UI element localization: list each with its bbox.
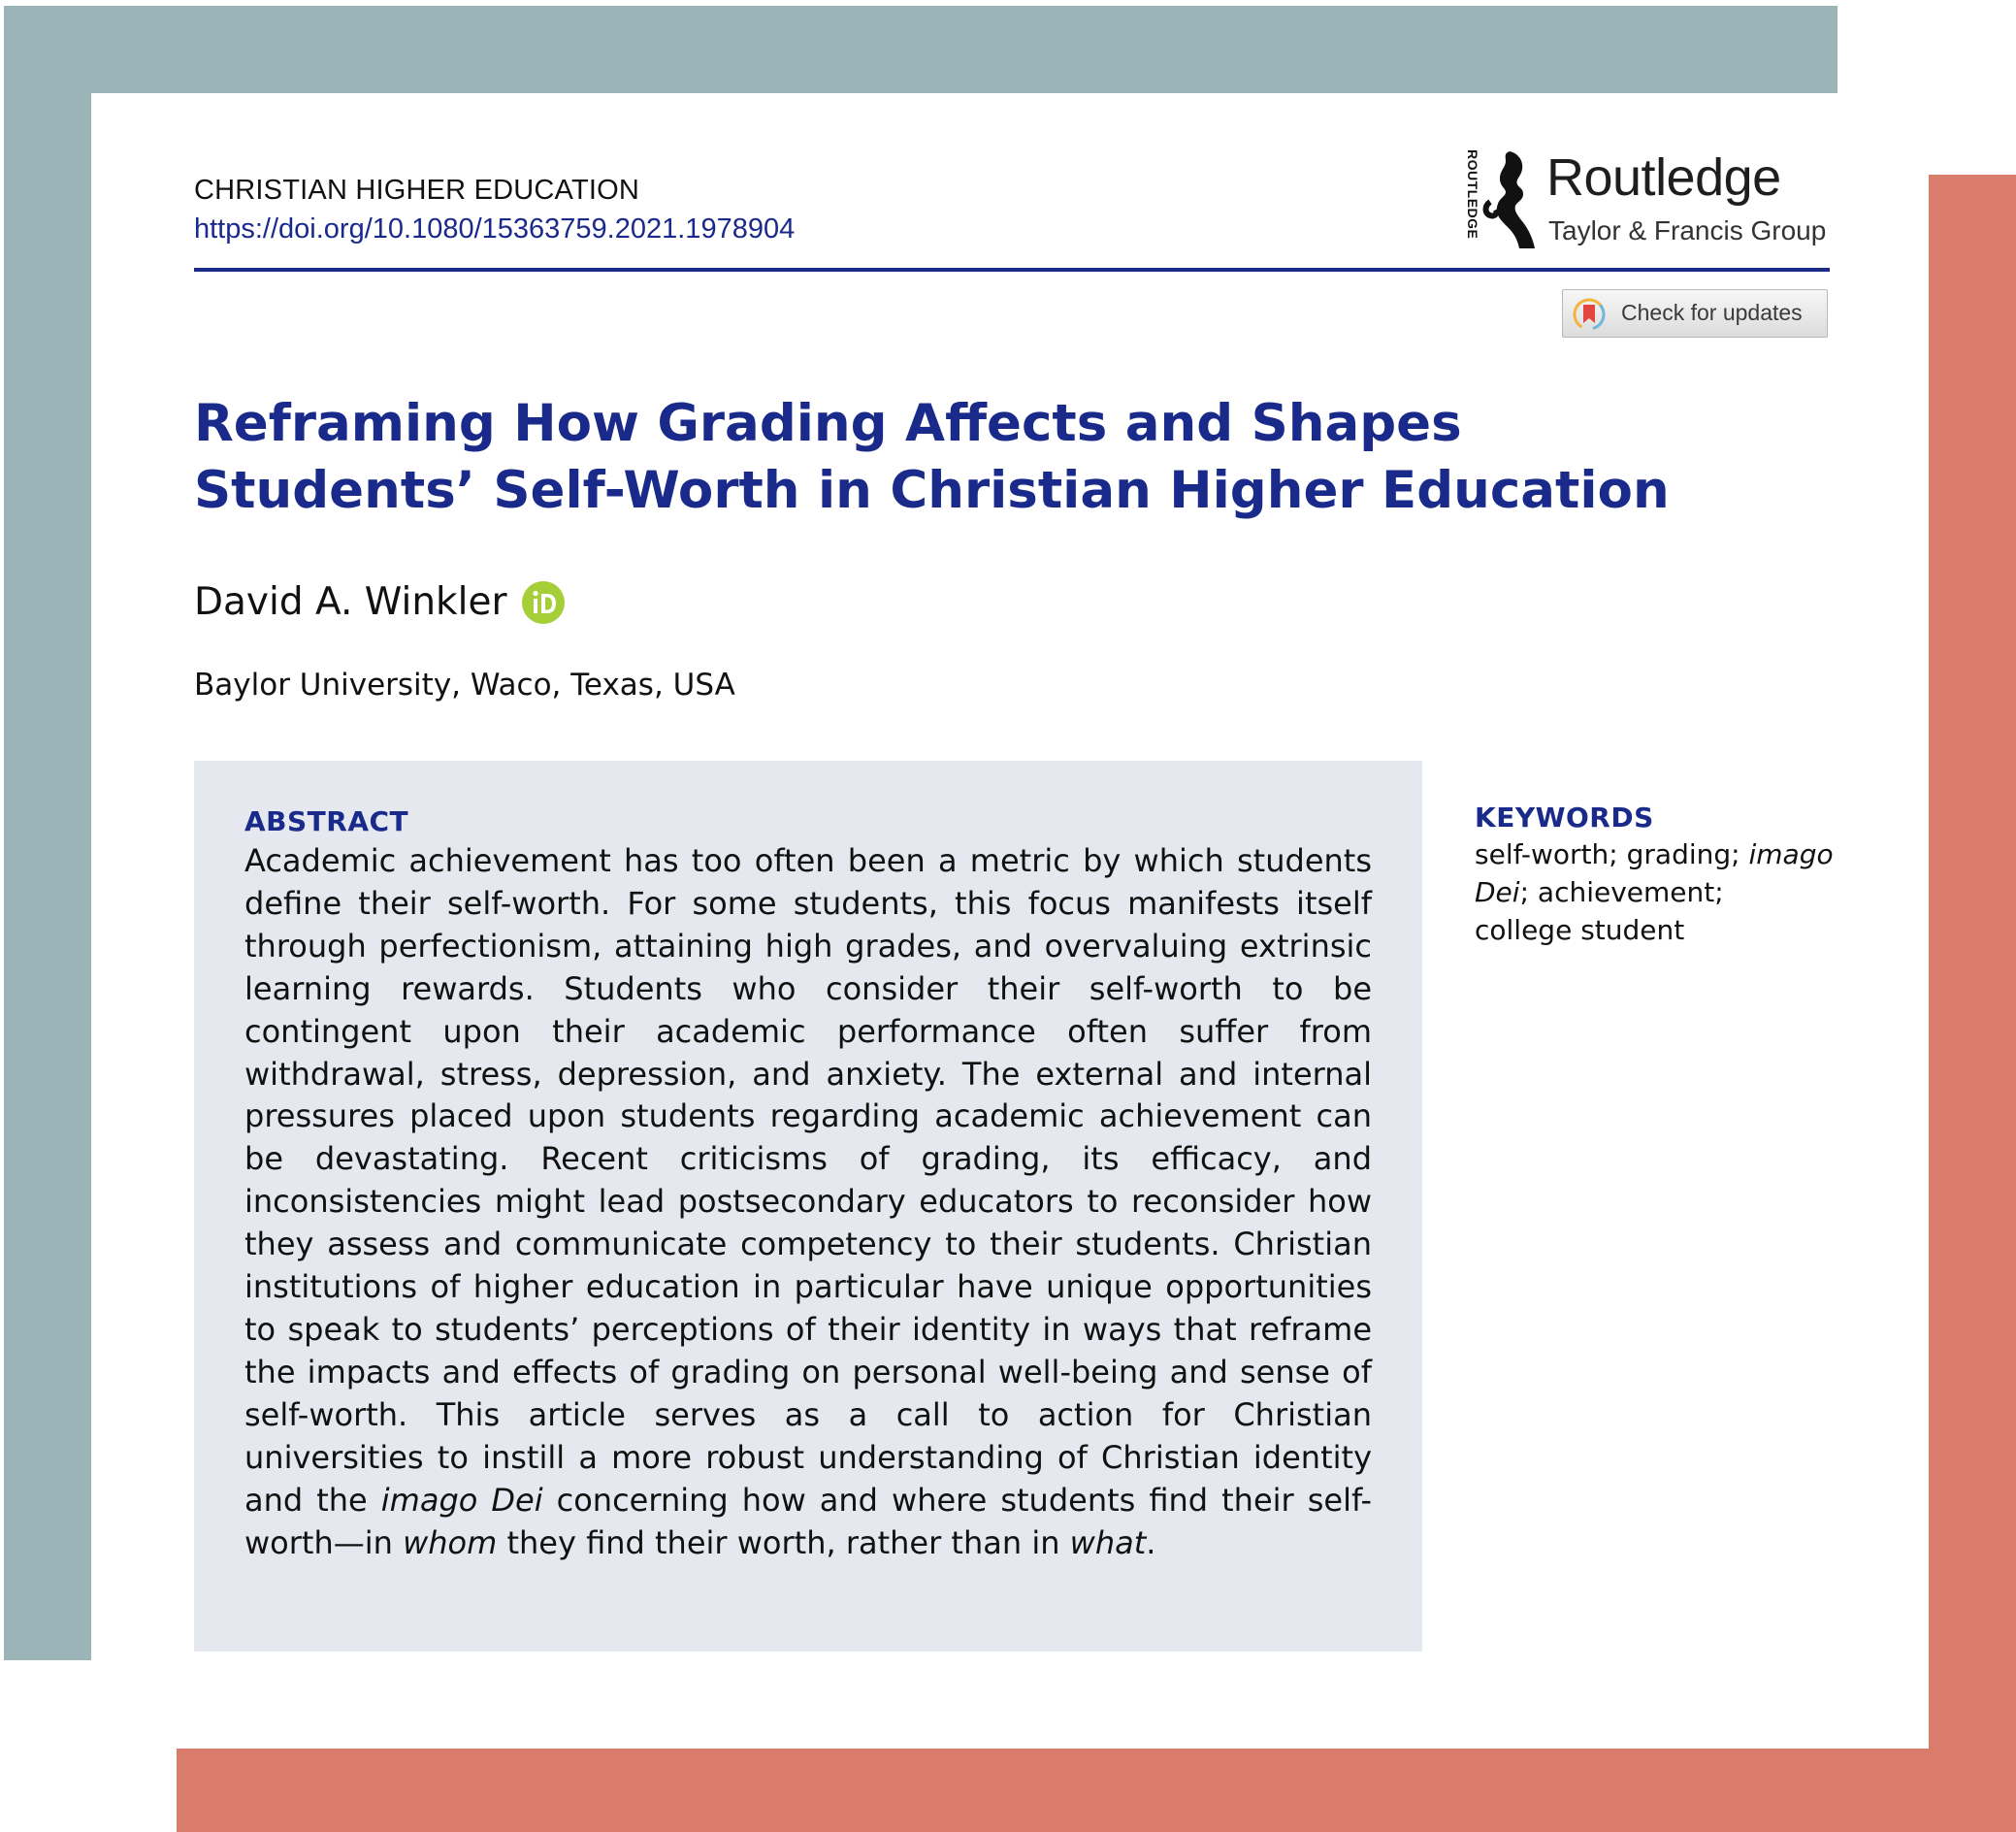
routledge-mark-icon — [1480, 146, 1535, 252]
article-page — [91, 93, 1929, 1749]
check-for-updates-button[interactable] — [1562, 289, 1828, 338]
check-for-updates-label: Check for updates — [1621, 300, 1803, 325]
author-affiliation: Baylor University, Waco, Texas, USA — [194, 668, 735, 703]
author-name: David A. Winkler — [194, 580, 507, 624]
abstract-what: what — [1069, 1523, 1147, 1561]
abstract-heading: ABSTRACT — [244, 805, 409, 837]
orcid-icon[interactable] — [522, 581, 565, 624]
decorative-frame-coral-right — [1929, 175, 2016, 1832]
keyword-dei: Dei — [1475, 876, 1520, 908]
abstract-text-part-3: they find their worth, rather than in — [497, 1523, 1070, 1561]
taylor-francis-group: Taylor & Francis Group — [1548, 215, 1827, 245]
abstract-imago-dei: imago Dei — [380, 1481, 543, 1519]
keywords-section — [1475, 802, 1843, 949]
abstract-whom: whom — [403, 1523, 498, 1561]
routledge-name: Routledge — [1546, 148, 1781, 207]
keywords-list — [1475, 835, 1843, 949]
keywords-heading: KEYWORDS — [1475, 802, 1654, 834]
abstract-text-part-4: . — [1146, 1523, 1156, 1561]
routledge-vertical-label: ROUTLEDGE — [1465, 149, 1480, 240]
check-updates-icon — [1573, 298, 1606, 331]
keywords-part-1: self-worth; grading; — [1475, 838, 1749, 870]
header-rule — [194, 268, 1830, 272]
journal-name: CHRISTIAN HIGHER EDUCATION — [194, 175, 640, 206]
keyword-imago: imago — [1748, 838, 1834, 870]
abstract-text — [244, 840, 1372, 1564]
keywords-part-2: ; achievement; — [1519, 876, 1724, 908]
doi-link[interactable]: https://doi.org/10.1080/15363759.2021.1978904 — [194, 213, 796, 245]
article-title: Reframing How Grading Affects and Shapes Students’ Self-Worth in Christian Higher Education — [194, 394, 1670, 520]
abstract-box — [194, 761, 1422, 1652]
abstract-text-part-1: Academic achievement has too often been a metric by which students define their self-worth. For some students, this focus manifests itself through perfectionism, attaining high grades, and overvaluing extrinsic learning rewards. Students who consider their self-worth to be contingent upon their academic performance often suffer from withdrawal, stress, depression, and anxiety. The external and internal pressures placed upon students regarding academic achievement can be devastating. Recent criticisms of grading, its efficacy, and inconsistencies might lead postsecondary educators to reconsider how they assess and communicate competency to their students. Christian institutions of higher education in particular have unique opportunities to speak to students’ perceptions of their identity in ways that reframe the impacts and effects of grading on personal well-being and sense of self-worth. This article serves as a call to action for Christian universities to instill a more robust understanding of Christian identity and the — [244, 842, 1372, 1519]
author-row — [194, 580, 565, 629]
abstract-text-part-2: concerning how and where students find their self-worth—in — [244, 1481, 1373, 1561]
routledge-logo — [1461, 146, 1830, 252]
keyword-college-student: college student — [1475, 914, 1685, 946]
decorative-frame-coral-bottom — [177, 1749, 2016, 1832]
